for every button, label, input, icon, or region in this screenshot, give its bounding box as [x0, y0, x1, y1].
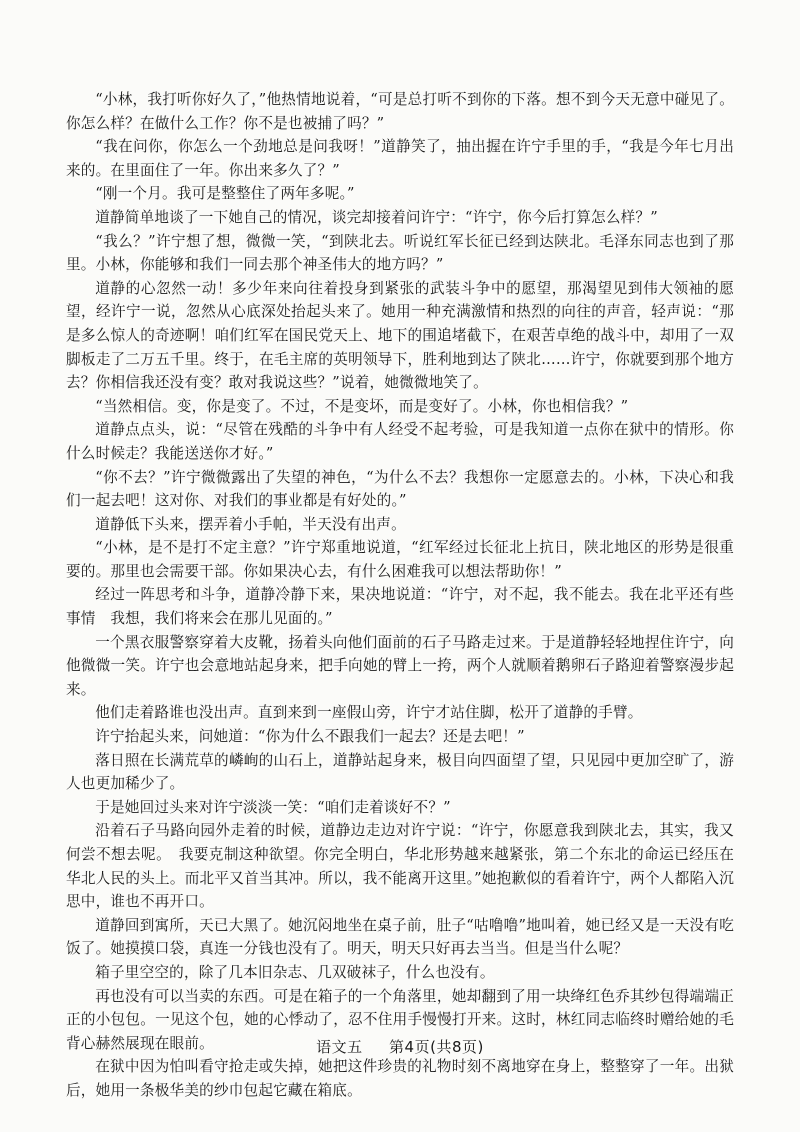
- paragraph: “当然相信。变，你是变了。不过，不是变坏，而是变好了。小林，你也相信我？”: [95, 397, 629, 415]
- paragraph: “小林，我打听你好久了，”他热情地说着，“可是总打听不到你的下落。想不到今天无意中碰见了。你怎么样？在做什么工作？你不是也被捕了吗？”: [66, 91, 734, 132]
- paragraph: 沿着石子马路向园外走着的时候，道静边走边对许宁说：“许宁，你愿意我到陕北去，其实，我又何尝不想去呢。 我要克制这种欲望。你完全明白，华北形势越来越紧张，第二个东北的命运已经压在华北人民的头上。而北平又首当其冲。所以，我不能离开这里。”她抱歉似的看着许宁，两个人都陷入沉思中，谁也不再开口。: [66, 822, 734, 911]
- footer-subject: 语文五: [316, 1038, 363, 1056]
- paragraph: 于是她回过头来对许宁淡淡一笑：“咱们走着谈好不？”: [95, 798, 451, 816]
- paragraph: 落日照在长满荒草的嶙峋的山石上，道静站起身来，极目向四面望了望，只见园中更加空旷了，游人也更加稀少了。: [66, 751, 734, 793]
- paragraph: 道静低下头来，摆弄着小手帕，半天没有出声。: [95, 515, 406, 533]
- paragraph: “刚一个月。我可是整整住了两年多呢。”: [95, 185, 355, 203]
- paragraph: 道静简单地谈了一下她自己的情况，谈完却接着问许宁：“许宁，你今后打算怎么样？”: [95, 208, 658, 226]
- page-footer: [0, 1036, 800, 1057]
- paragraph: 箱子里空空的，除了几本旧杂志、几双破袜子，什么也没有。: [95, 963, 495, 981]
- paragraph: 再也没有可以当卖的东西。可是在箱子的一个角落里，她却翻到了用一块绛红色乔其纱包得端端正正的小包包。一见这个包，她的心悸动了，忍不住用手慢慢打开来。这时，林红同志临终时赠给她的毛背心赫然展现在眼前。: [66, 987, 734, 1052]
- paragraph: “我么？”许宁想了想，微微一笑，“到陕北去。听说红军长征已经到达陕北。毛泽东同志也到了那里。小林，你能够和我们一同去那个神圣伟大的地方吗？”: [66, 232, 734, 274]
- paragraph: “小林，是不是打不定主意？”许宁郑重地说道，“红军经过长征北上抗日，陕北地区的形势是很重要的。那里也会需要干部。你如果决心去，有什么困难我可以想法帮助你！”: [66, 539, 734, 580]
- footer-page-number: 第4页(共8页): [389, 1038, 484, 1056]
- paragraph: 道静点点头，说：“尽管在残酷的斗争中有人经受不起考验，可是我知道一点你在狱中的情形。你什么时候走？我能送送你才好。”: [66, 421, 734, 462]
- paragraph: “我在问你，你怎么一个劲地总是问我呀！”道静笑了，抽出握在许宁手里的手，“我是今年七月出来的。在里面住了一年。你出来多久了？”: [66, 138, 734, 179]
- paragraph: 他们走着路谁也没出声。直到来到一座假山旁，许宁才站住脚，松开了道静的手臂。: [95, 704, 643, 722]
- paragraph: 在狱中因为怕叫看守抢走或失掉，她把这件珍贵的礼物时刻不离地穿在身上，整整穿了一年。出狱后，她用一条极华美的纱巾包起它藏在箱底。: [66, 1058, 734, 1099]
- paragraph: 道静回到寓所，天已大黑了。她沉闷地坐在桌子前，肚子“咕噜噜”地叫着，她已经又是一天没有吃饭了。她摸摸口袋，真连一分钱也没有了。明天，明天只好再去当当。但是当什么呢？: [66, 916, 734, 958]
- paragraph: 许宁抬起头来，问她道：“你为什么不跟我们一起去？还是去吧！”: [95, 728, 525, 746]
- paragraph: 经过一阵思考和斗争，道静冷静下来，果决地说道：“许宁，对不起，我不能去。我在北平还有些事情 我想，我们将来会在那儿见面的。”: [66, 586, 734, 628]
- paragraph: “你不去？”许宁微微露出了失望的神色，“为什么不去？我想你一定愿意去的。小林，下决心和我们一起去吧！这对你、对我们的事业都是有好处的。”: [66, 468, 734, 510]
- passage-body: [66, 88, 734, 1103]
- paragraph: 一个黑衣服警察穿着大皮靴，扬着头向他们面前的石子马路走过来。于是道静轻轻地捏住许宁，向他微微一笑。许宁也会意地站起身来，把手向她的臂上一挎，两个人就顺着鹅卵石子路迎着警察漫步起来。: [66, 633, 734, 698]
- paragraph: 道静的心忽然一动！多少年来向往着投身到紧张的武装斗争中的愿望，那渴望见到伟大领袖的愿望，经许宁一说，忽然从心底深处抬起头来了。她用一种充满激情和热烈的向往的声音，轻声说：“那是多么惊人的奇迹啊！咱们红军在国民党天上、地下的围追堵截下，在艰苦卓绝的战斗中，却用了一双脚板走了二万五千里。终于，在毛主席的英明领导下，胜利地到达了陕北……许宁，你就要到那个地方去？你相信我还没有变？敢对我说这些？”说着，她微微地笑了。: [66, 279, 734, 392]
